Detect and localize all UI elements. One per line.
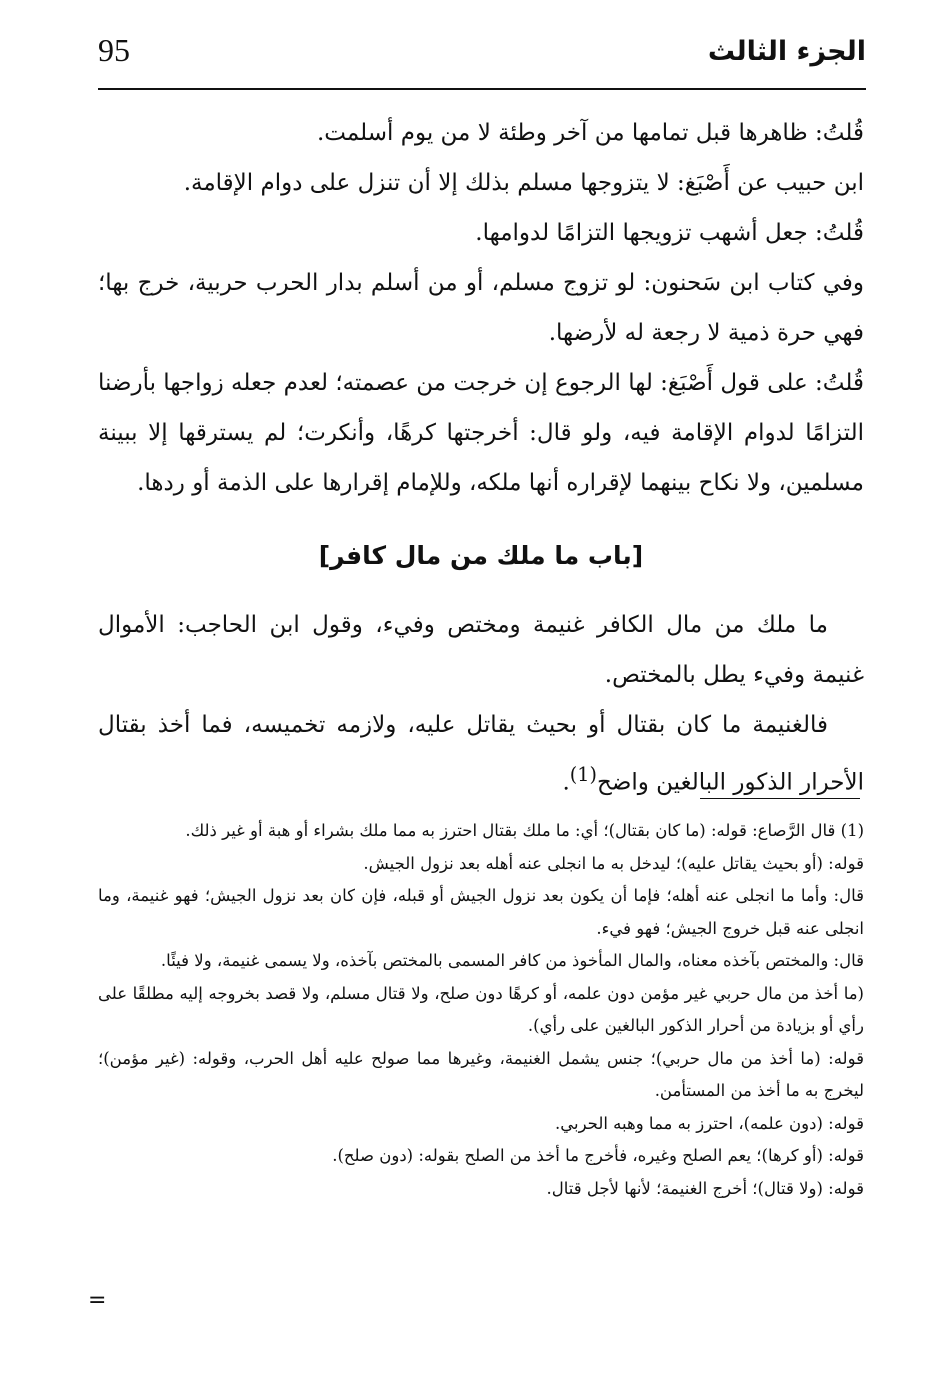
footnote-line: قوله: (ما أخذ من مال حربي)؛ جنس يشمل الغنيمة، وغيرها مما صولح عليه أهل الحرب، وقوله: (غير مؤمن)؛ ليخرج به ما أخذ من المستأمن. (98, 1048, 864, 1100)
paragraph: قُلتُ: ظاهرها قبل تمامها من آخر وطئة لا من يوم أسلمت. (316, 120, 864, 146)
footnote-line: قال: والمختص بآخذه معناه، والمال المأخوذ من كافر المسمى بالمختص بآخذه، ولا يسمى غنيمة، ولا فيئًا. (160, 951, 864, 970)
footnote-line: قال: وأما ما انجلى عنه أهله؛ فإما أن يكون بعد نزول الجيش أو قبله، فإن كان بعد نزول الجيش؛ فهو غنيمة، وما انجلى عنه قبل خروج الجيش؛ فهو فيء. (98, 886, 864, 938)
paragraph (98, 700, 864, 808)
header-rule (98, 88, 866, 90)
footnote-reference: (1) (569, 763, 597, 786)
paragraph: وفي كتاب ابن سَحنون: لو تزوج مسلم، أو من أسلم بدار الحرب حربية، خرج بها؛ فهي حرة ذمية لا رجعة له لأرضها. (98, 270, 864, 346)
paragraph: قُلتُ: جعل أشهب تزويجها التزامًا لدوامها. (475, 220, 864, 246)
footnote-line: قوله: (أو بحيث يقاتل عليه)؛ ليدخل به ما انجلى عنه أهله بعد نزول الجيش. (363, 853, 864, 873)
footnote-separator (700, 798, 860, 799)
footnote-line: (ما أخذ من مال حربي غير مؤمن دون علمه، أو كرهًا دون صلح، ولا قتال مسلم، ولا قصد بخروجه إليه مطلقًا على رأي أو بزيادة من أحرار الذكور البالغين على رأي). (98, 983, 864, 1035)
page-number: 95 (98, 32, 130, 68)
footnote-line: قوله: (دون علمه)، احترز به مما وهبه الحربي. (554, 1113, 864, 1133)
paragraph-text: فالغنيمة ما كان بقتال أو بحيث يقاتل عليه، ولازمه تخميسه، فما أخذ بقتال الأحرار الذكور البالغين واضح (98, 712, 864, 796)
footnote-line: قوله: (أو كرها)؛ يعم الصلح وغيره، فأخرج ما أخذ من الصلح بقوله: (دون صلح). (332, 1146, 864, 1165)
paragraph: قُلتُ: على قول أَصْبَغ: لها الرجوع إن خرجت من عصمته؛ لعدم جعله زواجها بأرضنا التزامًا لدوام الإقامة فيه، ولو قال: أخرجتها كرهًا، وأنكرت؛ لم يسترقها إلا ببينة مسلمين، ولا نكاح بينهما لإقراره أنها ملكه، وللإمام إقرارها على الذمة أو ردها. (98, 370, 864, 496)
section-heading: [باب ما ملك من مال كافر] (318, 541, 644, 570)
footnote-line: (1) قال الرَّصاع: قوله: (ما كان بقتال)؛ أي: ما ملك بقتال احترز به مما ملك بشراء أو هبة أو غير ذلك. (185, 821, 864, 840)
footnote-line: قوله: (ولا قتال)؛ أخرج الغنيمة؛ لأنها لأجل قتال. (546, 1178, 864, 1198)
paragraph: ما ملك من مال الكافر غنيمة ومختص وفيء، وقول ابن الحاجب: الأموال غنيمة وفيء يطل بالمختص. (98, 612, 864, 688)
paragraph-end: . (562, 769, 570, 796)
main-text (98, 108, 864, 808)
footnotes (98, 815, 864, 1205)
continuation-mark: = (88, 1288, 107, 1313)
running-title: الجزء الثالث (707, 36, 866, 67)
paragraph: ابن حبيب عن أَصْبَغ: لا يتزوجها مسلم بذلك إلا أن تنزل على دوام الإقامة. (183, 170, 864, 196)
page-header (98, 28, 866, 84)
